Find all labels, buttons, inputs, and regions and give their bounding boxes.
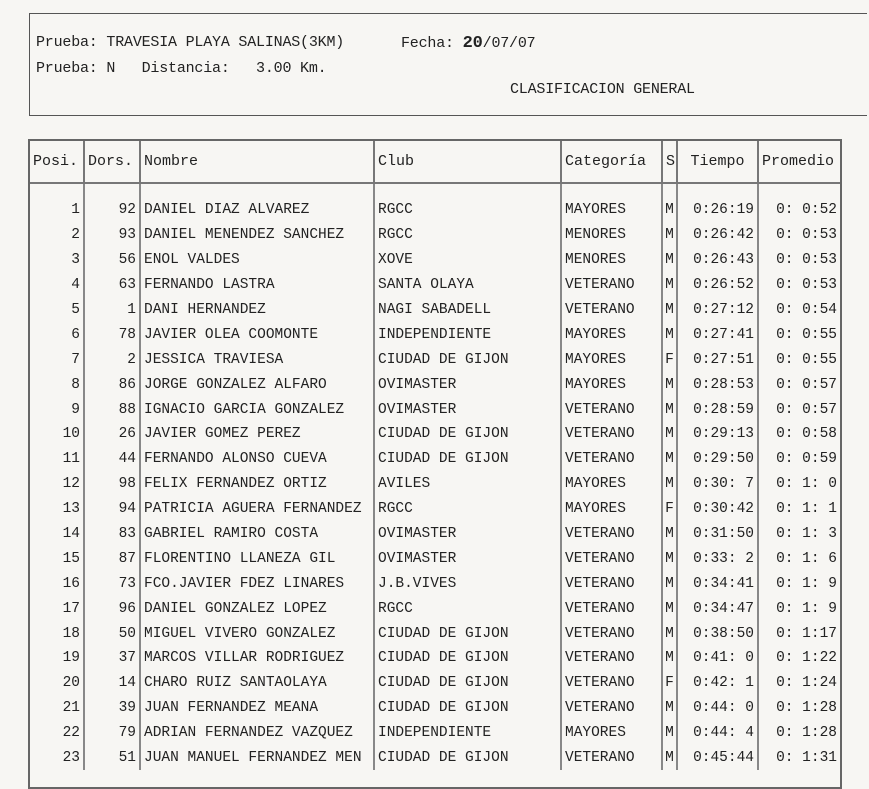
table-row — [30, 248, 840, 273]
dorsal-cell: 92 — [84, 198, 140, 223]
time-cell: 0:26:43 — [677, 248, 758, 273]
header-box — [29, 13, 867, 116]
average-cell: 0: 0:53 — [758, 248, 840, 273]
position-cell: 11 — [62, 451, 80, 468]
category-cell: MAYORES — [561, 322, 662, 347]
name-cell: DANIEL GONZALEZ LOPEZ — [140, 596, 374, 621]
fecha-day: 20 — [462, 34, 483, 53]
position-cell: 3 — [71, 252, 80, 269]
position-cell: 23 — [62, 750, 80, 767]
name-cell: JUAN MANUEL FERNANDEZ MEN — [140, 746, 374, 771]
time-cell: 0:44: 4 — [677, 721, 758, 746]
average-cell: 0: 1:28 — [758, 696, 840, 721]
position-cell: 8 — [71, 376, 80, 393]
table-row — [30, 198, 840, 223]
sex-cell: M — [662, 422, 677, 447]
table-row — [30, 721, 840, 746]
club-cell: CIUDAD DE GIJON — [374, 422, 561, 447]
sex-cell: F — [662, 497, 677, 522]
average-cell: 0: 0:54 — [758, 298, 840, 323]
name-cell: MIGUEL VIVERO GONZALEZ — [140, 621, 374, 646]
category-cell: VETERANO — [561, 422, 662, 447]
position-cell: 10 — [62, 426, 80, 443]
club-cell: OVIMASTER — [374, 546, 561, 571]
table-row — [30, 696, 840, 721]
position-cell: 22 — [62, 725, 80, 742]
col-header-categoria: Categoría — [561, 141, 662, 183]
average-cell: 0: 0:57 — [758, 372, 840, 397]
category-cell: VETERANO — [561, 522, 662, 547]
time-cell: 0:27:12 — [677, 298, 758, 323]
results-body — [30, 183, 840, 770]
average-cell: 0: 1: 9 — [758, 596, 840, 621]
position-cell: 14 — [62, 526, 80, 543]
time-cell: 0:27:51 — [677, 347, 758, 372]
name-cell: PATRICIA AGUERA FERNANDEZ — [140, 497, 374, 522]
club-cell: INDEPENDIENTE — [374, 322, 561, 347]
dorsal-cell: 78 — [84, 322, 140, 347]
position-cell: 17 — [62, 600, 80, 617]
club-cell: CIUDAD DE GIJON — [374, 621, 561, 646]
category-cell: MAYORES — [561, 347, 662, 372]
sex-cell: M — [662, 397, 677, 422]
sex-cell: F — [662, 671, 677, 696]
dorsal-cell: 63 — [84, 273, 140, 298]
category-cell: MAYORES — [561, 472, 662, 497]
position-cell: 21 — [62, 700, 80, 717]
clasificacion-title: CLASIFICACION GENERAL — [510, 81, 695, 98]
sex-cell: M — [662, 696, 677, 721]
position-cell: 5 — [71, 302, 80, 318]
club-cell: CIUDAD DE GIJON — [374, 646, 561, 671]
club-cell: CIUDAD DE GIJON — [374, 447, 561, 472]
dorsal-cell: 39 — [84, 696, 140, 721]
average-cell: 0: 1:31 — [758, 746, 840, 771]
sex-cell: M — [662, 546, 677, 571]
average-cell: 0: 1: 3 — [758, 522, 840, 547]
time-cell: 0:26:19 — [677, 198, 758, 223]
name-cell: CHARO RUIZ SANTAOLAYA — [140, 671, 374, 696]
club-cell: AVILES — [374, 472, 561, 497]
club-cell: OVIMASTER — [374, 522, 561, 547]
fecha-label: Fecha: — [401, 35, 463, 52]
sex-cell: M — [662, 372, 677, 397]
position-cell: 16 — [62, 575, 80, 592]
time-cell: 0:44: 0 — [677, 696, 758, 721]
name-cell: FCO.JAVIER FDEZ LINARES — [140, 571, 374, 596]
time-cell: 0:34:47 — [677, 596, 758, 621]
category-cell: VETERANO — [561, 621, 662, 646]
dorsal-cell: 2 — [84, 347, 140, 372]
prueba-title: Prueba: TRAVESIA PLAYA SALINAS(3KM) — [36, 34, 345, 51]
position-cell: 15 — [62, 550, 80, 567]
table-row — [30, 422, 840, 447]
category-cell: VETERANO — [561, 273, 662, 298]
time-cell: 0:26:42 — [677, 223, 758, 248]
average-cell: 0: 1:17 — [758, 621, 840, 646]
average-cell: 0: 1: 6 — [758, 546, 840, 571]
name-cell: DANIEL DIAZ ALVAREZ — [140, 198, 374, 223]
table-row — [30, 397, 840, 422]
club-cell: CIUDAD DE GIJON — [374, 671, 561, 696]
position-cell: 13 — [62, 501, 80, 518]
sex-cell: M — [662, 273, 677, 298]
club-cell: RGCC — [374, 198, 561, 223]
name-cell: GABRIEL RAMIRO COSTA — [140, 522, 374, 547]
name-cell: FLORENTINO LLANEZA GIL — [140, 546, 374, 571]
sex-cell: M — [662, 223, 677, 248]
sex-cell: M — [662, 298, 677, 323]
club-cell: XOVE — [374, 248, 561, 273]
average-cell: 0: 1:24 — [758, 671, 840, 696]
average-cell: 0: 1:28 — [758, 721, 840, 746]
time-cell: 0:45:44 — [677, 746, 758, 771]
fecha — [401, 34, 535, 53]
sex-cell: M — [662, 248, 677, 273]
time-cell: 0:34:41 — [677, 571, 758, 596]
dorsal-cell: 44 — [84, 447, 140, 472]
dorsal-cell: 94 — [84, 497, 140, 522]
dorsal-cell: 37 — [84, 646, 140, 671]
category-cell: MAYORES — [561, 721, 662, 746]
position-cell: 1 — [71, 202, 80, 219]
club-cell: RGCC — [374, 497, 561, 522]
category-cell: MENORES — [561, 248, 662, 273]
sex-cell: M — [662, 721, 677, 746]
col-header-posi: Posi. — [30, 141, 84, 183]
sex-cell: M — [662, 746, 677, 771]
dorsal-cell: 50 — [84, 621, 140, 646]
name-cell: FERNANDO ALONSO CUEVA — [140, 447, 374, 472]
results-table-container — [28, 139, 842, 789]
time-cell: 0:29:13 — [677, 422, 758, 447]
name-cell: ENOL VALDES — [140, 248, 374, 273]
position-cell: 9 — [71, 401, 80, 418]
dorsal-cell: 56 — [84, 248, 140, 273]
table-row — [30, 298, 840, 323]
position-cell: 6 — [71, 326, 80, 343]
category-cell: VETERANO — [561, 646, 662, 671]
average-cell: 0: 0:55 — [758, 322, 840, 347]
time-cell: 0:29:50 — [677, 447, 758, 472]
name-cell: JORGE GONZALEZ ALFARO — [140, 372, 374, 397]
position-cell: 19 — [62, 650, 80, 667]
time-cell: 0:30: 7 — [677, 472, 758, 497]
sex-cell: M — [662, 198, 677, 223]
time-cell: 0:28:53 — [677, 372, 758, 397]
sex-cell: M — [662, 646, 677, 671]
category-cell: MENORES — [561, 223, 662, 248]
col-header-dors: Dors. — [84, 141, 140, 183]
category-cell: VETERANO — [561, 596, 662, 621]
col-header-nombre: Nombre — [140, 141, 374, 183]
table-row — [30, 546, 840, 571]
average-cell: 0: 0:53 — [758, 273, 840, 298]
club-cell: CIUDAD DE GIJON — [374, 696, 561, 721]
club-cell: J.B.VIVES — [374, 571, 561, 596]
dorsal-cell: 73 — [84, 571, 140, 596]
time-cell: 0:31:50 — [677, 522, 758, 547]
name-cell: JAVIER OLEA COOMONTE — [140, 322, 374, 347]
average-cell: 0: 1: 1 — [758, 497, 840, 522]
category-cell: VETERANO — [561, 447, 662, 472]
category-cell: VETERANO — [561, 671, 662, 696]
position-cell: 4 — [71, 277, 80, 294]
col-header-club: Club — [374, 141, 561, 183]
category-cell: VETERANO — [561, 546, 662, 571]
spacer-row — [30, 183, 840, 198]
position-cell: 7 — [71, 351, 80, 368]
average-cell: 0: 0:53 — [758, 223, 840, 248]
time-cell: 0:33: 2 — [677, 546, 758, 571]
table-row — [30, 347, 840, 372]
average-cell: 0: 0:57 — [758, 397, 840, 422]
name-cell: DANIEL MENENDEZ SANCHEZ — [140, 223, 374, 248]
dorsal-cell: 26 — [84, 422, 140, 447]
category-cell: VETERANO — [561, 298, 662, 323]
sex-cell: M — [662, 571, 677, 596]
category-cell: VETERANO — [561, 571, 662, 596]
category-cell: MAYORES — [561, 372, 662, 397]
table-row — [30, 646, 840, 671]
dorsal-cell: 98 — [84, 472, 140, 497]
name-cell: FERNANDO LASTRA — [140, 273, 374, 298]
sex-cell: M — [662, 522, 677, 547]
col-header-tiempo: Tiempo — [677, 141, 758, 183]
dorsal-cell: 14 — [84, 671, 140, 696]
dorsal-cell: 87 — [84, 546, 140, 571]
prueba-distance: Prueba: N Distancia: 3.00 Km. — [36, 60, 327, 77]
table-row — [30, 472, 840, 497]
club-cell: OVIMASTER — [374, 372, 561, 397]
dorsal-cell: 93 — [84, 223, 140, 248]
club-cell: CIUDAD DE GIJON — [374, 347, 561, 372]
club-cell: RGCC — [374, 223, 561, 248]
category-cell: MAYORES — [561, 198, 662, 223]
name-cell: ADRIAN FERNANDEZ VAZQUEZ — [140, 721, 374, 746]
average-cell: 0: 1:22 — [758, 646, 840, 671]
results-table — [30, 141, 840, 770]
average-cell: 0: 0:58 — [758, 422, 840, 447]
average-cell: 0: 1: 0 — [758, 472, 840, 497]
name-cell: JUAN FERNANDEZ MEANA — [140, 696, 374, 721]
col-header-promedio: Promedio — [758, 141, 840, 183]
dorsal-cell: 1 — [84, 298, 140, 323]
time-cell: 0:38:50 — [677, 621, 758, 646]
name-cell: JAVIER GOMEZ PEREZ — [140, 422, 374, 447]
time-cell: 0:27:41 — [677, 322, 758, 347]
fecha-rest: /07/07 — [482, 35, 536, 52]
dorsal-cell: 88 — [84, 397, 140, 422]
position-cell: 18 — [62, 625, 80, 642]
name-cell: FELIX FERNANDEZ ORTIZ — [140, 472, 374, 497]
category-cell: VETERANO — [561, 696, 662, 721]
table-row — [30, 671, 840, 696]
position-cell: 12 — [62, 476, 80, 493]
dorsal-cell: 79 — [84, 721, 140, 746]
sex-cell: M — [662, 322, 677, 347]
sex-cell: M — [662, 447, 677, 472]
average-cell: 0: 0:52 — [758, 198, 840, 223]
sex-cell: F — [662, 347, 677, 372]
table-row — [30, 596, 840, 621]
club-cell: NAGI SABADELL — [374, 298, 561, 323]
average-cell: 0: 0:55 — [758, 347, 840, 372]
sex-cell: M — [662, 621, 677, 646]
average-cell: 0: 0:59 — [758, 447, 840, 472]
table-row — [30, 522, 840, 547]
header-row — [30, 141, 840, 183]
dorsal-cell: 83 — [84, 522, 140, 547]
club-cell: CIUDAD DE GIJON — [374, 746, 561, 771]
col-header-sexo: S — [662, 141, 677, 183]
name-cell: JESSICA TRAVIESA — [140, 347, 374, 372]
position-cell: 20 — [62, 675, 80, 692]
club-cell: RGCC — [374, 596, 561, 621]
time-cell: 0:30:42 — [677, 497, 758, 522]
table-row — [30, 497, 840, 522]
category-cell: VETERANO — [561, 397, 662, 422]
table-row — [30, 571, 840, 596]
table-row — [30, 372, 840, 397]
name-cell: IGNACIO GARCIA GONZALEZ — [140, 397, 374, 422]
table-row — [30, 447, 840, 472]
dorsal-cell: 86 — [84, 372, 140, 397]
dorsal-cell: 96 — [84, 596, 140, 621]
table-row — [30, 322, 840, 347]
sex-cell: M — [662, 472, 677, 497]
table-row — [30, 746, 840, 771]
club-cell: OVIMASTER — [374, 397, 561, 422]
table-row — [30, 621, 840, 646]
category-cell: VETERANO — [561, 746, 662, 771]
table-row — [30, 223, 840, 248]
position-cell: 2 — [71, 227, 80, 244]
dorsal-cell: 51 — [84, 746, 140, 771]
category-cell: MAYORES — [561, 497, 662, 522]
time-cell: 0:26:52 — [677, 273, 758, 298]
sex-cell: M — [662, 596, 677, 621]
time-cell: 0:28:59 — [677, 397, 758, 422]
name-cell: MARCOS VILLAR RODRIGUEZ — [140, 646, 374, 671]
club-cell: INDEPENDIENTE — [374, 721, 561, 746]
time-cell: 0:42: 1 — [677, 671, 758, 696]
table-row — [30, 273, 840, 298]
average-cell: 0: 1: 9 — [758, 571, 840, 596]
club-cell: SANTA OLAYA — [374, 273, 561, 298]
time-cell: 0:41: 0 — [677, 646, 758, 671]
name-cell: DANI HERNANDEZ — [140, 298, 374, 323]
